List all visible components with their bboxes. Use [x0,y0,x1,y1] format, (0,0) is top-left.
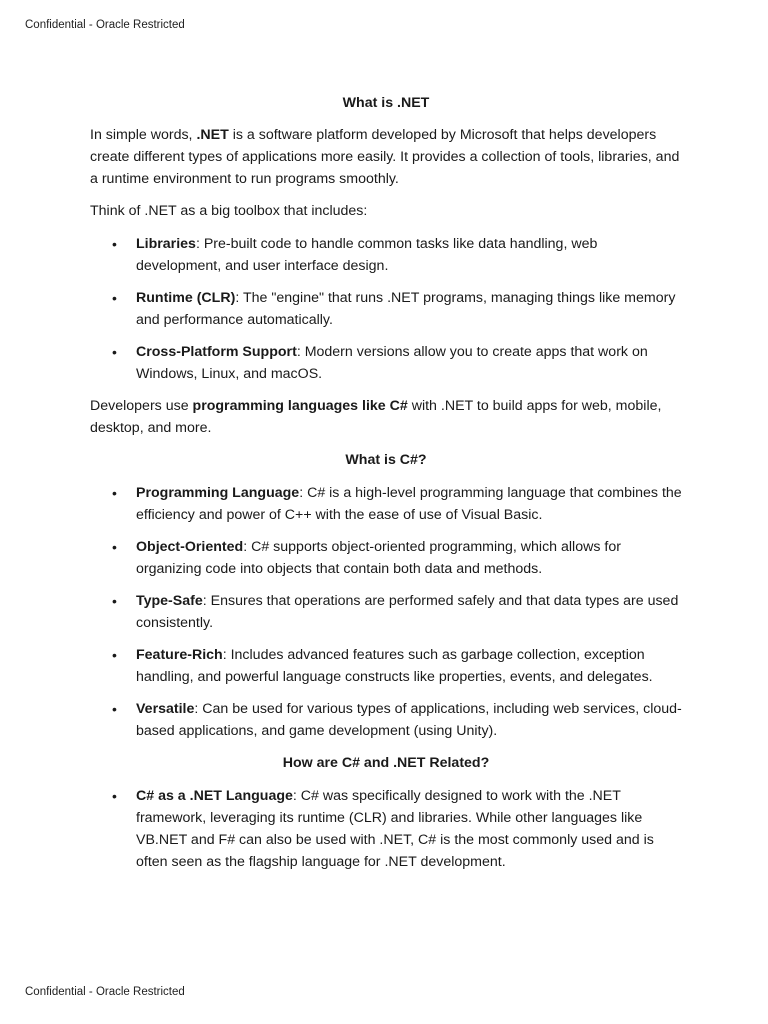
section-title-what-is-net: What is .NET [342,95,430,111]
item-text: : Modern versions allow you to create apps that work on Windows, Linux, and macOS. [136,344,648,382]
toolbox-paragraph: Think of .NET as a big toolbox that includes: [90,203,368,219]
list-item [90,785,682,873]
item-text: : Can be used for various types of applications, including web services, cloud-based applications, and game development (using Unity). [136,701,682,739]
bullet-icon: • [112,701,117,717]
list-item [90,536,682,580]
relation-list [90,785,682,873]
item-term: Type-Safe [136,593,203,609]
confidential-header: Confidential - Oracle Restricted [25,19,185,31]
list-item [90,644,682,688]
item-term: Feature-Rich [136,647,223,663]
section-title-how-related: How are C# and .NET Related? [282,755,490,771]
net-features-list [90,233,682,385]
intro-paragraph [90,124,682,190]
closing-bold: programming languages like C# [192,398,408,414]
item-text: : The "engine" that runs .NET programs, managing things like memory and performance automatically. [136,290,676,328]
bullet-icon: • [112,788,117,804]
confidential-footer: Confidential - Oracle Restricted [25,986,185,998]
item-term: Cross-Platform Support [136,344,297,360]
list-item [90,233,682,277]
item-term: Runtime (CLR) [136,290,236,306]
csharp-features-list [90,482,682,742]
closing-prefix: Developers use [90,398,193,414]
item-text: : C# is a high-level programming language that combines the efficiency and power of C++ with the ease of use of Visual Basic. [136,485,682,523]
item-text: : Ensures that operations are performed safely and that data types are used consistently. [136,593,679,631]
list-item [90,287,682,331]
bullet-icon: • [112,485,117,501]
item-text: : C# was specifically designed to work with the .NET framework, leveraging its runtime (CLR) and libraries. While other languages like VB.NET and F# can also be used with .NET, C# is the most commonly used and is often seen as the flagship language for .NET development. [136,788,654,870]
intro-suffix: is a software platform developed by Microsoft that helps developers create different types of applications more easily. It provides a collection of tools, libraries, and a runtime environment to run programs smoothly. [90,127,680,187]
section-title-what-is-csharp: What is C#? [345,452,427,468]
intro-bold: .NET [196,127,229,143]
item-text: : Includes advanced features such as garbage collection, exception handling, and powerful language constructs like properties, events, and delegates. [136,647,653,685]
list-item [90,341,682,385]
list-item [90,482,682,526]
closing-suffix: with .NET to build apps for web, mobile, desktop, and more. [90,398,662,436]
item-term: Versatile [136,701,195,717]
item-term: Libraries [136,236,196,252]
intro-prefix: In simple words, [90,127,197,143]
item-term: C# as a .NET Language [136,788,293,804]
bullet-icon: • [112,290,117,306]
list-item [90,590,682,634]
list-item [90,698,682,742]
item-text: : C# supports object-oriented programming, which allows for organizing code into objects that contain both data and methods. [136,539,621,577]
bullet-icon: • [112,236,117,252]
item-term: Object-Oriented [136,539,244,555]
closing-paragraph [90,395,682,439]
item-text: : Pre-built code to handle common tasks like data handling, web development, and user interface design. [136,236,598,274]
bullet-icon: • [112,593,117,609]
document-body [90,92,682,873]
bullet-icon: • [112,539,117,555]
bullet-icon: • [112,344,117,360]
item-term: Programming Language [136,485,300,501]
bullet-icon: • [112,647,117,663]
